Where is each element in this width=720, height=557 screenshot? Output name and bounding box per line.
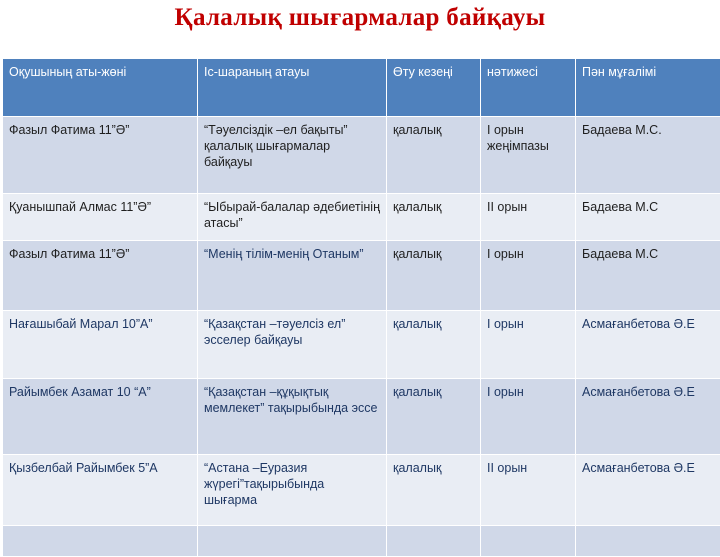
cell-result: ІІ орын xyxy=(481,194,576,241)
cell-event-name: “Қазақстан –құқықтық мемлекет” тақырыбында эссе xyxy=(198,379,387,455)
cell-result: І орын xyxy=(481,379,576,455)
page-title: Қалалық шығармалар байқауы xyxy=(0,4,720,32)
cell-teacher: Асмағанбетова Ә.Е xyxy=(576,379,720,455)
cell-event-name: “Тәуелсіздік –ел бақыты” қалалық шығармалар байқауы xyxy=(198,117,387,194)
header-result: нәтижесі xyxy=(481,59,576,117)
cell-level xyxy=(387,526,481,557)
cell-event-name: “Ыбырай-балалар әдебиетінің атасы” xyxy=(198,194,387,241)
header-student-name: Оқушының аты-жөні xyxy=(3,59,198,117)
cell-teacher xyxy=(576,526,720,557)
cell-level: қалалық xyxy=(387,241,481,311)
header-teacher: Пән мұғалімі xyxy=(576,59,720,117)
cell-result: І орын xyxy=(481,241,576,311)
table-row xyxy=(3,241,720,311)
table-row xyxy=(3,311,720,379)
header-level: Өту кезеңі xyxy=(387,59,481,117)
cell-student-name: Фазыл Фатима 11”Ә” xyxy=(3,117,198,194)
cell-teacher: Асмағанбетова Ә.Е xyxy=(576,311,720,379)
cell-event-name: “Қазақстан –тәуелсіз ел” эсселер байқауы xyxy=(198,311,387,379)
cell-student-name: Райымбек Азамат 10 “А” xyxy=(3,379,198,455)
cell-result: ІІ орын xyxy=(481,455,576,526)
cell-level: қалалық xyxy=(387,117,481,194)
table-row-empty xyxy=(3,526,720,557)
cell-teacher: Бадаева М.С. xyxy=(576,117,720,194)
table-row xyxy=(3,194,720,241)
cell-student-name: Қызбелбай Райымбек 5”А xyxy=(3,455,198,526)
cell-result xyxy=(481,526,576,557)
cell-student-name: Нағашыбай Марал 10”А” xyxy=(3,311,198,379)
competition-results-table xyxy=(2,58,720,557)
cell-result: І орын жеңімпазы xyxy=(481,117,576,194)
table-row xyxy=(3,455,720,526)
cell-student-name: Фазыл Фатима 11”Ә” xyxy=(3,241,198,311)
cell-level: қалалық xyxy=(387,311,481,379)
cell-level: қалалық xyxy=(387,455,481,526)
cell-event-name: “Астана –Еуразия жүрегі”тақырыбында шығарма xyxy=(198,455,387,526)
cell-student-name: Қуанышпай Алмас 11”Ә” xyxy=(3,194,198,241)
table-row xyxy=(3,117,720,194)
header-event-name: Іс-шараның атауы xyxy=(198,59,387,117)
cell-teacher: Асмағанбетова Ә.Е xyxy=(576,455,720,526)
table-row xyxy=(3,379,720,455)
cell-level: қалалық xyxy=(387,379,481,455)
cell-event-name: “Менің тілім-менің Отаным” xyxy=(198,241,387,311)
cell-student-name xyxy=(3,526,198,557)
cell-teacher: Бадаева М.С xyxy=(576,194,720,241)
cell-teacher: Бадаева М.С xyxy=(576,241,720,311)
table-header-row xyxy=(3,59,720,117)
cell-level: қалалық xyxy=(387,194,481,241)
cell-result: І орын xyxy=(481,311,576,379)
cell-event-name xyxy=(198,526,387,557)
